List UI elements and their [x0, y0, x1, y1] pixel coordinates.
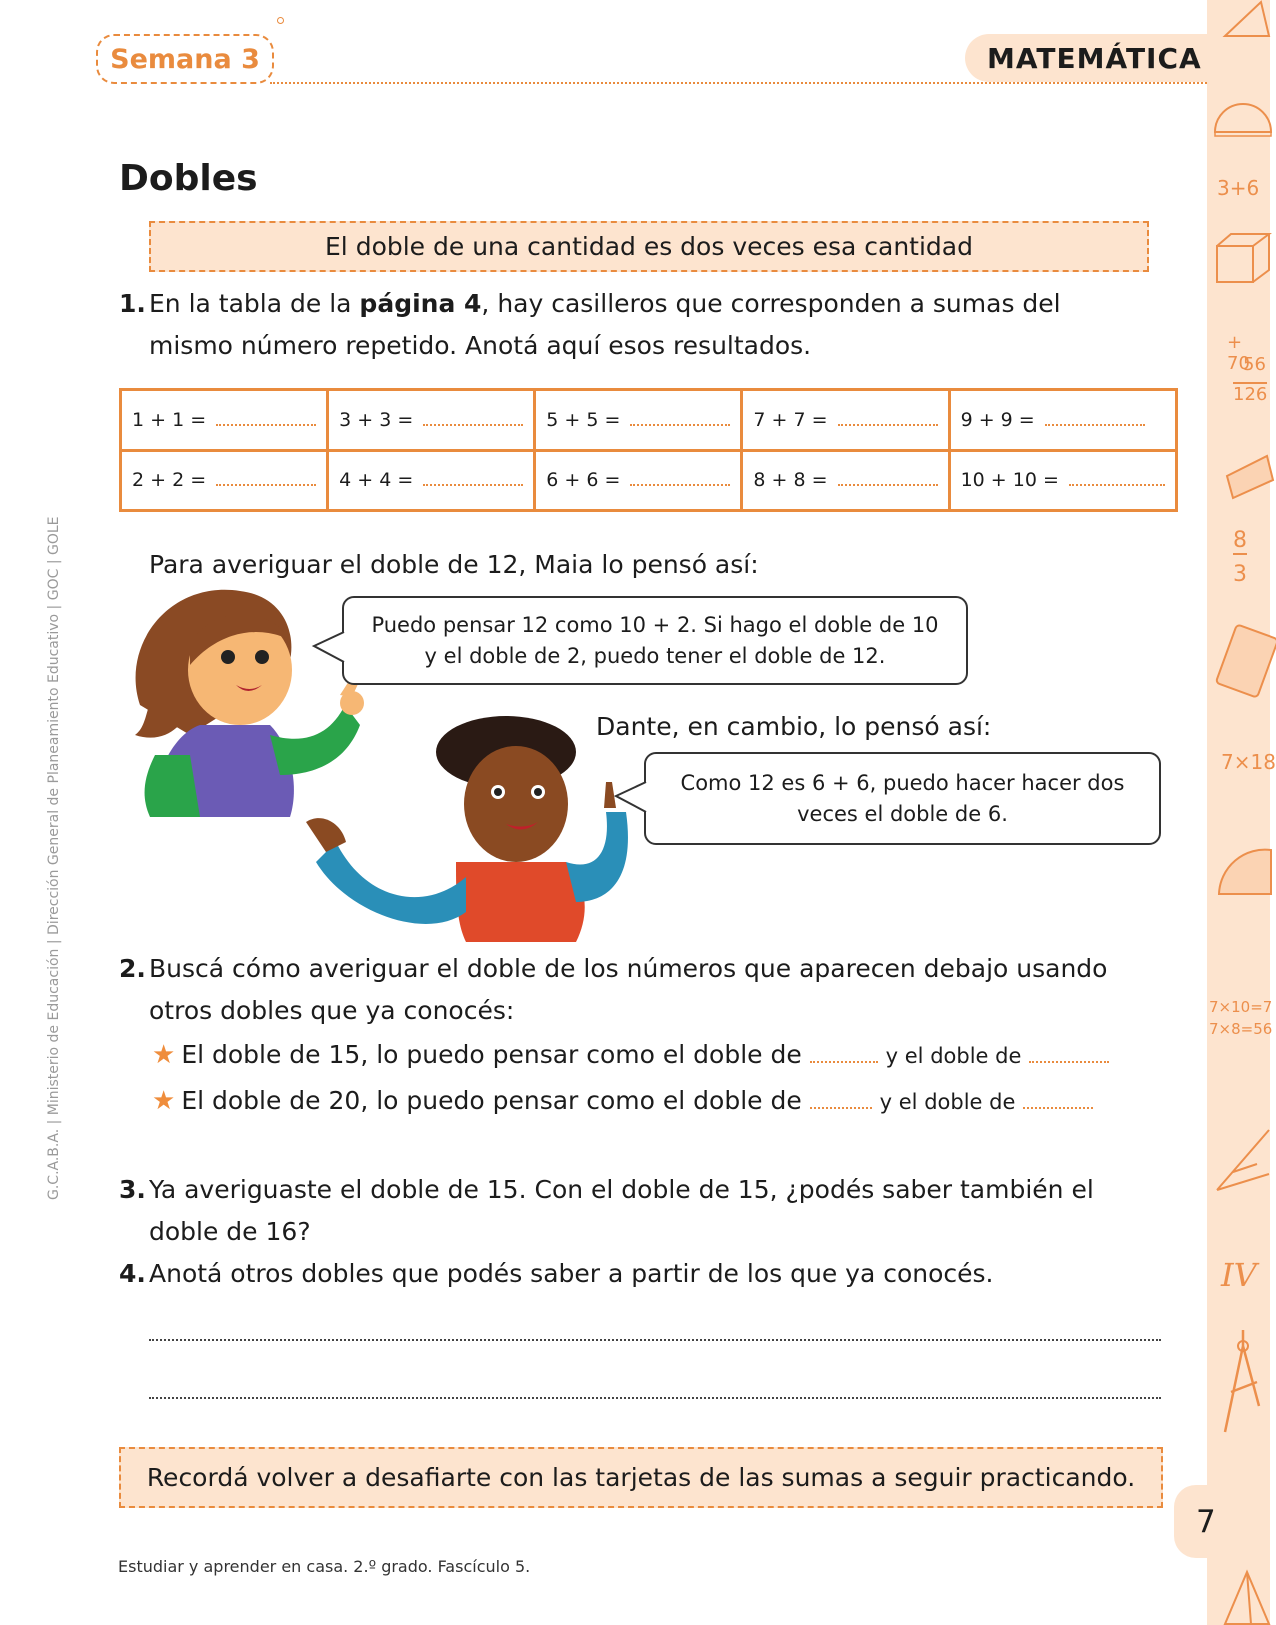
table-cell[interactable] — [328, 450, 535, 511]
question-number: 3. — [119, 1175, 146, 1204]
pyramid-icon — [1221, 1570, 1271, 1625]
doodle-text: 7×10=7 — [1209, 998, 1273, 1016]
answer-blank[interactable] — [1069, 484, 1165, 486]
answer-blank[interactable] — [838, 424, 938, 426]
sum-label: 2 + 2 = — [132, 469, 207, 492]
decorative-side-strip — [1207, 0, 1276, 1625]
footer-text: Estudiar y aprender en casa. 2.º grado. Fascículo 5. — [118, 1557, 531, 1576]
dante-intro: Dante, en cambio, lo pensó así: — [596, 712, 992, 741]
bullet-mid-text: y el doble de — [879, 1090, 1016, 1114]
answer-blank[interactable] — [423, 424, 523, 426]
calculator-icon — [1215, 626, 1271, 696]
table-cell[interactable] — [949, 390, 1176, 451]
question-1 — [119, 283, 146, 325]
answer-blank[interactable] — [216, 484, 316, 486]
bubble-line: Puedo pensar 12 como 10 + 2. Si hago el doble de 10 — [371, 612, 939, 637]
week-tag: Semana 3 — [96, 34, 274, 84]
sum-label: 8 + 8 = — [753, 469, 828, 492]
bubble-line: veces el doble de 6. — [797, 801, 1008, 826]
table-cell[interactable] — [328, 390, 535, 451]
doodle-text: 3 — [1233, 562, 1247, 587]
bullet-mid-text: y el doble de — [885, 1044, 1022, 1068]
doodle-text: 3+6 — [1217, 176, 1260, 200]
answer-blank[interactable] — [810, 1106, 872, 1109]
vertical-credit: G.C.A.B.A. | Ministerio de Educación | Dirección General de Planeamiento Educativo | GOC | GOLE — [46, 516, 62, 1200]
page-title: Dobles — [119, 158, 258, 199]
eraser-icon — [1225, 450, 1273, 500]
table-cell[interactable] — [535, 450, 742, 511]
table-row — [121, 390, 1177, 451]
doodle-text: 7×8=56 — [1209, 1020, 1273, 1038]
answer-blank[interactable] — [810, 1060, 878, 1063]
bullet-text: El doble de 15, lo puedo pensar como el doble de — [181, 1040, 802, 1069]
answer-blank[interactable] — [1023, 1106, 1093, 1109]
table-cell[interactable] — [949, 450, 1176, 511]
subject-tab: MATEMÁTICA — [965, 34, 1207, 82]
q1-post: , hay casilleros que corresponden a sumas del — [481, 289, 1061, 318]
maia-intro: Para averiguar el doble de 12, Maia lo pensó así: — [149, 550, 759, 579]
question-number: 1. — [119, 289, 146, 318]
answer-blank[interactable] — [1045, 424, 1145, 426]
q1-bold: página 4 — [359, 289, 482, 318]
set-square-icon — [1213, 1124, 1271, 1194]
answer-line[interactable] — [149, 1397, 1161, 1399]
table-cell[interactable] — [121, 450, 328, 511]
table-cell[interactable] — [742, 390, 949, 451]
sum-label: 5 + 5 = — [546, 408, 621, 431]
bubble-text — [371, 610, 938, 672]
q1-pre: En la tabla de la — [149, 289, 360, 318]
list-item — [152, 1040, 1109, 1070]
decor-dot — [277, 17, 284, 24]
bullet-text: El doble de 20, lo puedo pensar como el doble de — [181, 1086, 802, 1115]
question-3 — [119, 1169, 146, 1211]
question-number: 2. — [119, 954, 146, 983]
doodle-text: 8 — [1233, 528, 1247, 553]
q2-line2: otros dobles que ya conocés: — [149, 996, 515, 1025]
q3-line2: doble de 16? — [149, 1217, 311, 1246]
sum-label: 4 + 4 = — [339, 469, 414, 492]
question-1-text — [149, 283, 1061, 367]
q1-line2: mismo número repetido. Anotá aquí esos resultados. — [149, 331, 812, 360]
answer-blank[interactable] — [838, 484, 938, 486]
bubble-tail — [614, 780, 648, 814]
answer-blank[interactable] — [630, 484, 730, 486]
dante-illustration — [306, 712, 646, 942]
table-cell[interactable] — [121, 390, 328, 451]
sum-label: 7 + 7 = — [753, 408, 828, 431]
doodle-text: + 70 — [1227, 332, 1250, 374]
question-2 — [119, 948, 146, 990]
header-divider — [270, 82, 1207, 84]
page-number: 7 — [1174, 1485, 1270, 1558]
definition-box: El doble de una cantidad es dos veces esa cantidad — [149, 221, 1149, 272]
triangle-ruler-icon — [1221, 0, 1271, 40]
answer-blank[interactable] — [1029, 1060, 1109, 1063]
bubble-line: Como 12 es 6 + 6, puedo hacer hacer dos — [680, 770, 1125, 795]
question-2-text — [149, 948, 1107, 1032]
compass-icon — [1215, 1326, 1271, 1436]
sum-label: 1 + 1 = — [132, 408, 207, 431]
maia-speech-bubble — [342, 596, 968, 685]
q3-line1: Ya averiguaste el doble de 15. Con el doble de 15, ¿podés saber también el — [149, 1175, 1094, 1204]
bubble-tail — [312, 630, 346, 664]
reminder-box: Recordá volver a desafiarte con las tarjetas de las sumas a seguir practicando. — [119, 1447, 1163, 1508]
sum-label: 9 + 9 = — [960, 408, 1035, 431]
cube-icon — [1213, 230, 1271, 286]
star-icon: ★ — [152, 1040, 176, 1070]
protractor-icon — [1213, 840, 1271, 900]
doodle-text: IV — [1221, 1256, 1257, 1294]
sum-label: 3 + 3 = — [339, 408, 414, 431]
question-3-text — [149, 1169, 1094, 1253]
doubles-table — [119, 388, 1178, 512]
answer-blank[interactable] — [216, 424, 316, 426]
doodle-text: 56 — [1243, 354, 1266, 375]
list-item — [152, 1086, 1093, 1116]
question-number: 4. — [119, 1259, 146, 1288]
doodle-text: 126 — [1233, 384, 1268, 405]
sum-label: 6 + 6 = — [546, 469, 621, 492]
answer-blank[interactable] — [423, 484, 523, 486]
table-row — [121, 450, 1177, 511]
bubble-line: y el doble de 2, puedo tener el doble de 12. — [424, 643, 886, 668]
table-cell[interactable] — [742, 450, 949, 511]
question-4 — [119, 1253, 146, 1295]
q2-line1: Buscá cómo averiguar el doble de los números que aparecen debajo usando — [149, 954, 1108, 983]
protractor-icon — [1211, 92, 1271, 138]
doodle-text: 7×18 — [1221, 750, 1276, 774]
star-icon: ★ — [152, 1086, 176, 1116]
answer-blank[interactable] — [630, 424, 730, 426]
table-cell[interactable] — [535, 390, 742, 451]
sum-label: 10 + 10 = — [960, 469, 1059, 492]
bubble-text — [681, 768, 1125, 830]
question-4-text: Anotá otros dobles que podés saber a partir de los que ya conocés. — [149, 1259, 994, 1288]
answer-line[interactable] — [149, 1339, 1161, 1341]
dante-speech-bubble — [644, 752, 1161, 845]
